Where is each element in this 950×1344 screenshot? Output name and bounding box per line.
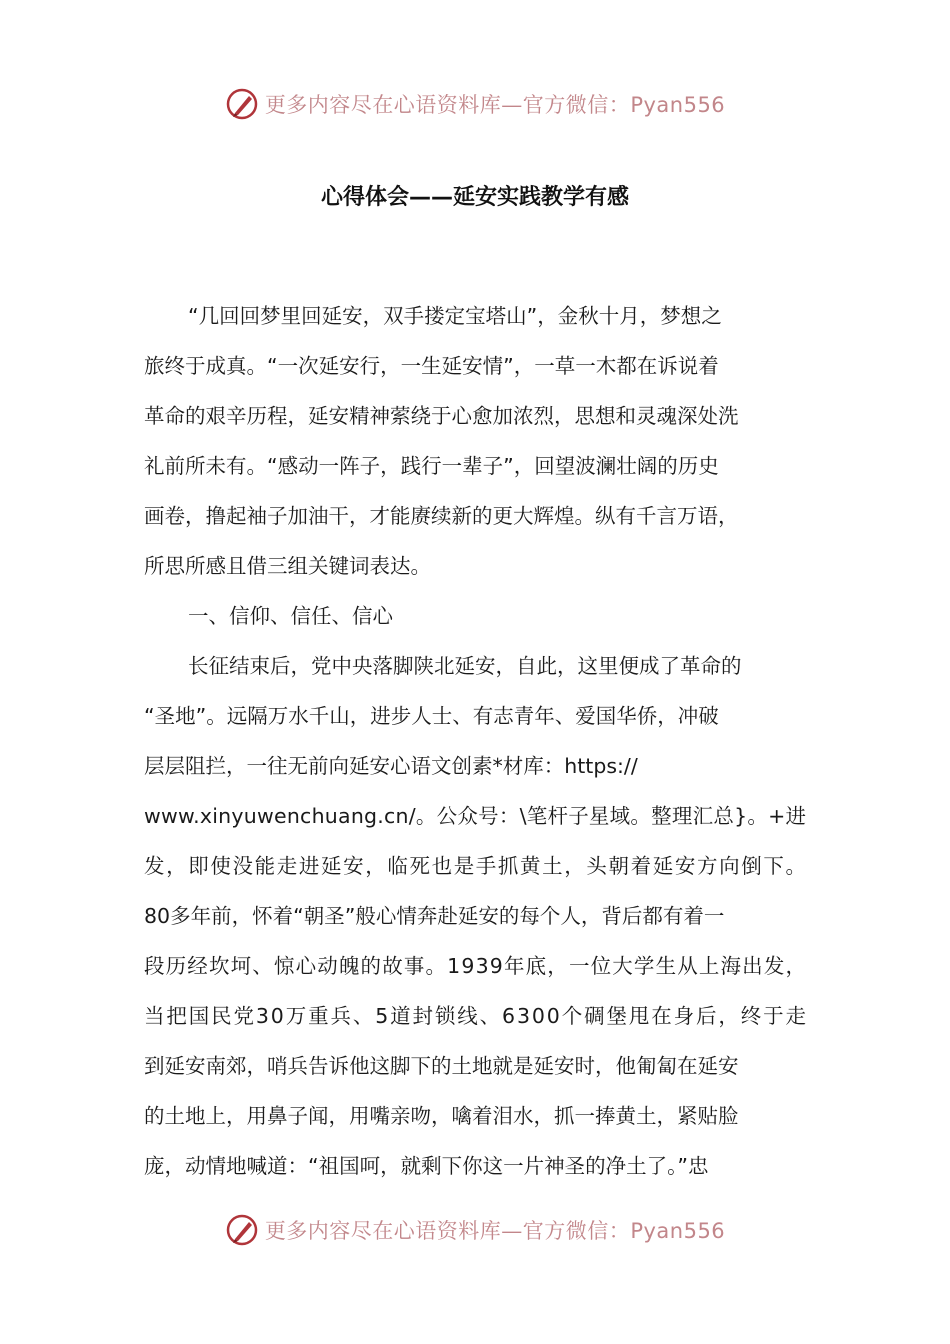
paragraph-line: 礼前所未有。“感动一阵子，践行一辈子”，回望波澜壮阔的历史 [144, 454, 719, 478]
document-title: 心得体会——延安实践教学有感 [320, 185, 629, 210]
paragraph-line: 到延安南郊，哨兵告诉他这脚下的土地就是延安时，他匍匐在延安 [144, 1054, 739, 1078]
paragraph-line: 旅终于成真。“一次延安行，一生延安情”，一草一木都在诉说着 [144, 354, 719, 378]
watermark-text: 更多内容尽在心语资料库—官方微信：Pyan556 [264, 1219, 726, 1243]
paragraph-line: “圣地”。远隔万水千山，进步人士、有志青年、爱国华侨，冲破 [144, 704, 719, 728]
wechat-id: Pyan556 [630, 1219, 726, 1243]
section-heading: 一、信仰、信任、信心 [188, 604, 393, 628]
header-watermark [0, 84, 950, 124]
paragraph-line: “几回回梦里回延安，双手搂定宝塔山”，金秋十月，梦想之 [188, 304, 722, 328]
footer-watermark [0, 1210, 950, 1250]
paragraph-line: 庞，动情地喊道：“祖国呵，就剩下你这一片神圣的净土了。”忠 [144, 1154, 709, 1178]
paragraph-line: 的土地上，用鼻子闻，用嘴亲吻，噙着泪水，抓一捧黄土，紧贴脸 [144, 1104, 739, 1128]
paragraph-line: 段历经坎坷、惊心动魄的故事。1939年底，一位大学生从上海出发， [144, 954, 808, 978]
paragraph-line: 所思所感且借三组关键词表达。 [144, 554, 431, 578]
paragraph-line: 发，即使没能走进延安，临死也是手抓黄土，头朝着延安方向倒下。 [144, 854, 808, 878]
paragraph-line: 画卷，撸起袖子加油干，才能赓续新的更大辉煌。纵有千言万语， [144, 504, 739, 528]
paragraph-line: www.xinyuwenchuang.cn/。公众号：\笔杆子星域。整理汇总}。+进 [144, 804, 807, 828]
watermark-text: 更多内容尽在心语资料库—官方微信：Pyan556 [264, 93, 726, 117]
document-body [144, 291, 806, 1191]
pen-logo-icon [225, 1213, 259, 1247]
paragraph-line: 革命的艰辛历程，延安精神萦绕于心愈加浓烈，思想和灵魂深处洗 [144, 404, 739, 428]
paragraph-line: 当把国民党30万重兵、5道封锁线、6300个碉堡甩在身后，终于走 [144, 1004, 808, 1028]
wechat-id: Pyan556 [630, 93, 726, 117]
paragraph-line: 80多年前，怀着“朝圣”般心情奔赴延安的每个人，背后都有着一 [144, 904, 725, 928]
paragraph-line: 长征结束后，党中央落脚陕北延安，自此，这里便成了革命的 [188, 654, 742, 678]
paragraph-line: 层层阻拦，一往无前向延安心语文创素*材库：https:// [144, 754, 638, 778]
pen-logo-icon [225, 87, 259, 121]
